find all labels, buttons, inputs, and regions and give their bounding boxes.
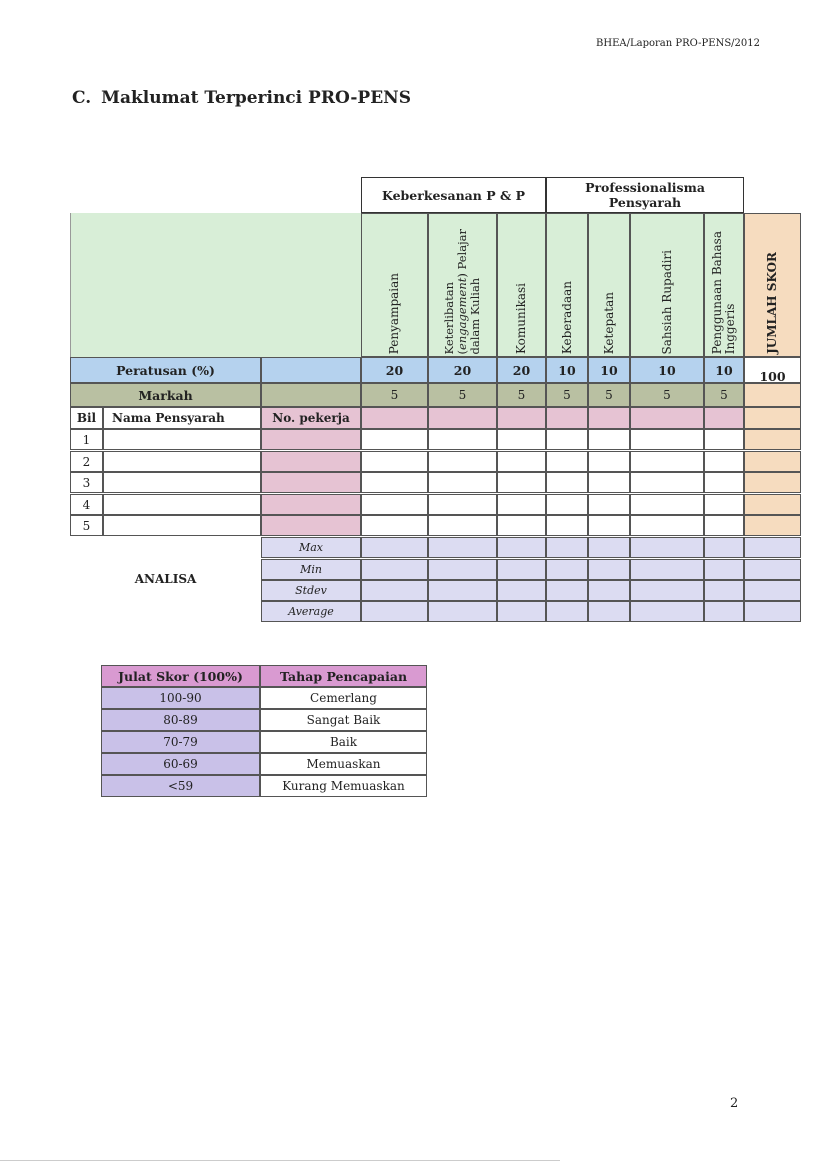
score-cell bbox=[361, 515, 428, 536]
analisa-cell bbox=[428, 601, 497, 622]
score-cell bbox=[630, 494, 704, 515]
legend-level: Baik bbox=[260, 731, 427, 753]
score-cell bbox=[704, 494, 744, 515]
analisa-stat-label: Max bbox=[261, 537, 361, 558]
score-cell bbox=[428, 472, 497, 493]
score-cell bbox=[497, 515, 546, 536]
header-blank-cell bbox=[744, 407, 801, 429]
peratusan-value: 20 bbox=[361, 357, 428, 383]
analisa-stat-label: Min bbox=[261, 559, 361, 580]
analisa-cell bbox=[546, 537, 588, 558]
group-header-keberkesanan: Keberkesanan P & P bbox=[361, 177, 546, 213]
analisa-cell bbox=[546, 580, 588, 601]
header-blank-cell bbox=[630, 407, 704, 429]
score-cell bbox=[428, 515, 497, 536]
bil-number: 3 bbox=[70, 472, 103, 493]
column-header-label: Ketepatan bbox=[601, 291, 616, 354]
peratusan-value: 10 bbox=[704, 357, 744, 383]
markah-value: 5 bbox=[588, 383, 630, 407]
score-cell bbox=[704, 451, 744, 472]
group-header-professionalisma: Professionalisma Pensyarah bbox=[546, 177, 744, 213]
markah-value: 5 bbox=[630, 383, 704, 407]
document-reference: BHEA/Laporan PRO-PENS/2012 bbox=[596, 38, 760, 49]
nama-pensyarah-field bbox=[103, 494, 261, 515]
header-blank-cell bbox=[361, 407, 428, 429]
column-header-2 bbox=[428, 213, 497, 357]
markah-value: 5 bbox=[361, 383, 428, 407]
nama-pensyarah-field bbox=[103, 429, 261, 450]
peratusan-value: 10 bbox=[630, 357, 704, 383]
analisa-cell bbox=[361, 537, 428, 558]
no-pekerja-field bbox=[261, 515, 361, 536]
score-cell bbox=[497, 472, 546, 493]
score-cell bbox=[546, 515, 588, 536]
analisa-cell bbox=[428, 537, 497, 558]
markah-total-blank bbox=[744, 383, 801, 407]
analisa-cell bbox=[630, 537, 704, 558]
legend-range: 100-90 bbox=[101, 687, 260, 709]
markah-value: 5 bbox=[546, 383, 588, 407]
section-title-text: Maklumat Terperinci PRO-PENS bbox=[101, 88, 411, 108]
peratusan-label: Peratusan (%) bbox=[70, 357, 261, 383]
score-cell bbox=[588, 494, 630, 515]
column-header-1 bbox=[361, 213, 428, 357]
analisa-cell bbox=[361, 559, 428, 580]
score-cell bbox=[704, 472, 744, 493]
analisa-cell bbox=[588, 580, 630, 601]
column-header-label: Keterlibatan (engagement) Pelajar dalam Kuliah bbox=[442, 228, 482, 354]
no-pekerja-field bbox=[261, 451, 361, 472]
column-header-8 bbox=[744, 213, 801, 357]
no-pekerja-field bbox=[261, 429, 361, 450]
peratusan-value: 10 bbox=[588, 357, 630, 383]
score-cell bbox=[546, 494, 588, 515]
column-header-label: Penggunaan Bahasa Inggeris bbox=[710, 230, 737, 354]
analisa-cell bbox=[361, 580, 428, 601]
score-cell bbox=[497, 451, 546, 472]
score-cell bbox=[744, 515, 801, 536]
score-cell bbox=[546, 451, 588, 472]
peratusan-value: 20 bbox=[428, 357, 497, 383]
analisa-cell bbox=[497, 601, 546, 622]
column-header-label: Sahsiah Rupadiri bbox=[659, 249, 674, 354]
analisa-cell bbox=[546, 601, 588, 622]
analisa-stat-label: Average bbox=[261, 601, 361, 622]
analisa-cell bbox=[588, 559, 630, 580]
section-letter: C. bbox=[72, 88, 92, 108]
column-header-6 bbox=[630, 213, 704, 357]
nama-pensyarah-field bbox=[103, 472, 261, 493]
no-pekerja-field bbox=[261, 494, 361, 515]
analisa-cell bbox=[428, 559, 497, 580]
score-cell bbox=[497, 429, 546, 450]
score-cell bbox=[630, 429, 704, 450]
analisa-cell bbox=[630, 580, 704, 601]
markah-value: 5 bbox=[497, 383, 546, 407]
no-pekerja-field bbox=[261, 472, 361, 493]
bil-number: 4 bbox=[70, 494, 103, 515]
legend-header-level: Tahap Pencapaian bbox=[260, 665, 427, 687]
analisa-cell bbox=[704, 580, 744, 601]
analisa-cell bbox=[497, 559, 546, 580]
analisa-cell bbox=[428, 580, 497, 601]
analisa-cell bbox=[744, 537, 801, 558]
score-cell bbox=[744, 494, 801, 515]
analisa-cell bbox=[704, 559, 744, 580]
score-cell bbox=[361, 472, 428, 493]
footer-rule bbox=[0, 1160, 560, 1161]
section-title bbox=[72, 88, 411, 108]
page-number: 2 bbox=[730, 1096, 739, 1111]
legend-level: Kurang Memuaskan bbox=[260, 775, 427, 797]
score-cell bbox=[428, 429, 497, 450]
analisa-cell bbox=[630, 601, 704, 622]
analisa-cell bbox=[704, 537, 744, 558]
legend-range: <59 bbox=[101, 775, 260, 797]
header-blank-cell bbox=[428, 407, 497, 429]
column-header-3 bbox=[497, 213, 546, 357]
score-cell bbox=[546, 429, 588, 450]
column-header-5 bbox=[588, 213, 630, 357]
legend-range: 60-69 bbox=[101, 753, 260, 775]
score-cell bbox=[588, 429, 630, 450]
score-cell bbox=[744, 472, 801, 493]
score-cell bbox=[588, 472, 630, 493]
legend-level: Sangat Baik bbox=[260, 709, 427, 731]
score-cell bbox=[361, 429, 428, 450]
nama-pensyarah-field bbox=[103, 515, 261, 536]
no-pekerja-header: No. pekerja bbox=[261, 407, 361, 429]
header-blank-cell bbox=[546, 407, 588, 429]
analisa-cell bbox=[704, 601, 744, 622]
legend-header-range: Julat Skor (100%) bbox=[101, 665, 260, 687]
score-cell bbox=[428, 494, 497, 515]
analisa-cell bbox=[744, 601, 801, 622]
score-cell bbox=[630, 472, 704, 493]
score-cell bbox=[704, 429, 744, 450]
markah-value: 5 bbox=[704, 383, 744, 407]
column-header-label: Keberadaan bbox=[559, 280, 574, 354]
markah-value: 5 bbox=[428, 383, 497, 407]
peratusan-blank bbox=[261, 357, 361, 383]
header-blank-area bbox=[70, 213, 361, 357]
analisa-label: ANALISA bbox=[134, 572, 197, 586]
bil-header: Bil bbox=[70, 407, 103, 429]
analisa-cell bbox=[744, 559, 801, 580]
legend-range: 70-79 bbox=[101, 731, 260, 753]
column-header-label: Penyampaian bbox=[387, 272, 401, 354]
peratusan-value: 10 bbox=[546, 357, 588, 383]
legend-level: Memuaskan bbox=[260, 753, 427, 775]
header-blank-cell bbox=[588, 407, 630, 429]
score-cell bbox=[744, 451, 801, 472]
score-cell bbox=[428, 451, 497, 472]
analisa-cell bbox=[497, 537, 546, 558]
column-header-label: JUMLAH SKOR bbox=[765, 252, 779, 354]
analisa-cell bbox=[546, 559, 588, 580]
peratusan-value: 100 bbox=[744, 357, 801, 383]
markah-label: Markah bbox=[70, 383, 261, 407]
analisa-cell bbox=[588, 601, 630, 622]
score-cell bbox=[744, 429, 801, 450]
nama-pensyarah-field bbox=[103, 451, 261, 472]
score-cell bbox=[588, 451, 630, 472]
column-header-label: Komunikasi bbox=[514, 283, 528, 354]
header-blank-cell bbox=[497, 407, 546, 429]
analisa-cell bbox=[361, 601, 428, 622]
score-cell bbox=[361, 494, 428, 515]
legend-level: Cemerlang bbox=[260, 687, 427, 709]
analisa-cell bbox=[588, 537, 630, 558]
column-header-4 bbox=[546, 213, 588, 357]
score-cell bbox=[497, 494, 546, 515]
column-header-7 bbox=[704, 213, 744, 357]
analisa-cell bbox=[630, 559, 704, 580]
bil-number: 1 bbox=[70, 429, 103, 450]
score-cell bbox=[704, 515, 744, 536]
bil-number: 2 bbox=[70, 451, 103, 472]
analisa-stat-label: Stdev bbox=[261, 580, 361, 601]
nama-pensyarah-header: Nama Pensyarah bbox=[103, 407, 261, 429]
analisa-cell bbox=[497, 580, 546, 601]
markah-blank bbox=[261, 383, 361, 407]
header-blank-cell bbox=[704, 407, 744, 429]
bil-number: 5 bbox=[70, 515, 103, 536]
score-cell bbox=[630, 451, 704, 472]
score-cell bbox=[361, 451, 428, 472]
score-cell bbox=[588, 515, 630, 536]
legend-range: 80-89 bbox=[101, 709, 260, 731]
score-cell bbox=[630, 515, 704, 536]
peratusan-value: 20 bbox=[497, 357, 546, 383]
score-cell bbox=[546, 472, 588, 493]
analisa-cell bbox=[744, 580, 801, 601]
